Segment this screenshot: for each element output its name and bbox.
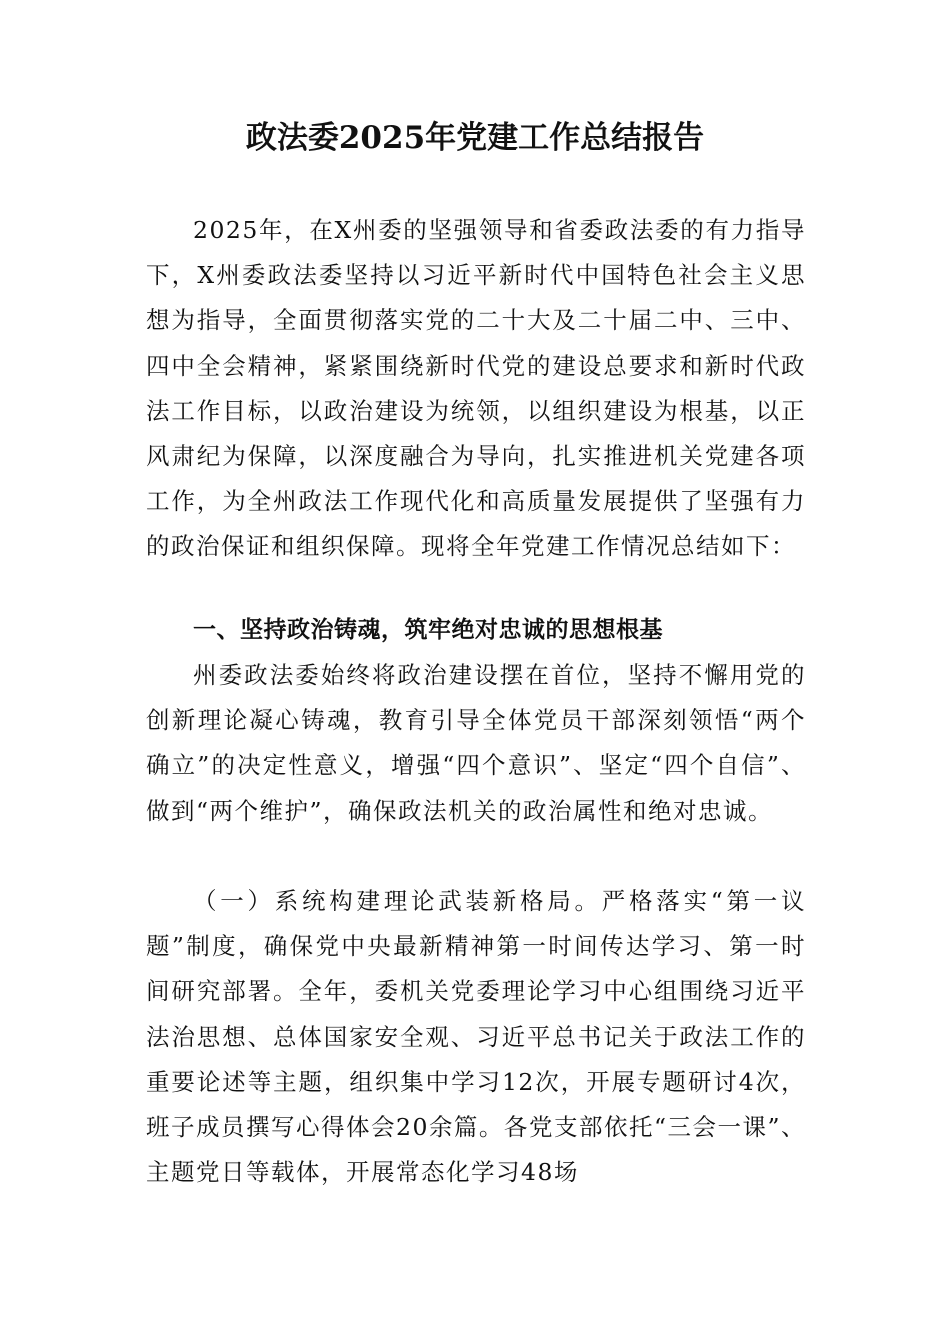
document-title: 政法委2025年党建工作总结报告: [245, 120, 705, 156]
section-1-paragraph: 州委政法委始终将政治建设摆在首位，坚持不懈用党的创新理论凝心铸魂，教育引导全体党员干部深刻领悟“两个确立”的决定性意义，增强“四个意识”、坚定“四个自信”、做到“两个维护”，确保政法机关的政治属性和绝对忠诚。: [146, 661, 806, 825]
intro-paragraph: 2025年，在X州委的坚强领导和省委政法委的有力指导下，X州委政法委坚持以习近平新时代中国特色社会主义思想为指导，全面贯彻落实党的二十大及二十届二中、三中、四中全会精神，紧紧围绕新时代党的建设总要求和新时代政法工作目标，以政治建设为统领，以组织建设为根基，以正风肃纪为保障，以深度融合为导向，扎实推进机关党建各项工作，为全州政法工作现代化和高质量发展提供了坚强有力的政治保证和组织保障。现将全年党建工作情况总结如下：: [146, 216, 806, 561]
section-heading-1: 一、坚持政治铸魂，筑牢绝对忠诚的思想根基: [193, 617, 663, 643]
subsection-1-paragraph: （一）系统构建理论武装新格局。严格落实“第一议题”制度，确保党中央最新精神第一时间传达学习、第一时间研究部署。全年，委机关党委理论学习中心组围绕习近平法治思想、总体国家安全观、习近平总书记关于政法工作的重要论述等主题，组织集中学习12次，开展专题研讨4次，班子成员撰写心得体会20余篇。各党支部依托“三会一课”、主题党日等载体，开展常态化学习48场: [146, 887, 806, 1187]
